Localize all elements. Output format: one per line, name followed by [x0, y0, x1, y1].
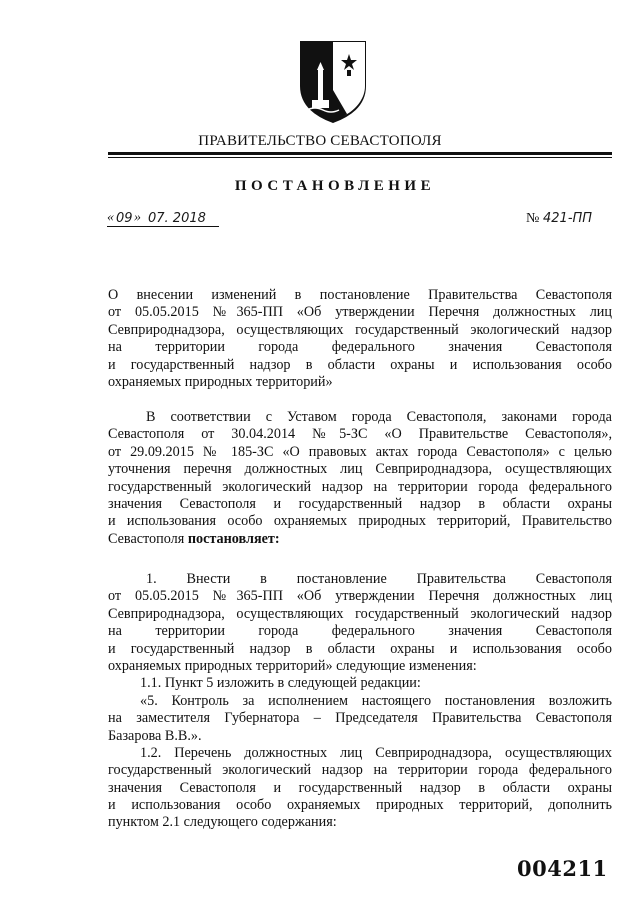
item-1-line: на территории города федерального значения Севастополя — [108, 623, 612, 640]
preamble-block — [108, 409, 612, 548]
item-1-line: от 05.05.2015 №365-ПП «Об утверждении Перечня должностных лиц — [108, 588, 612, 605]
item-1-2-line: государственный экологический надзор на территории города федерального — [108, 762, 612, 779]
subject-line: Севприроднадзора, осуществляющих государственный экологический надзор — [108, 321, 612, 338]
date-field — [107, 211, 219, 229]
item-1-2-line: пунктом 2.1 следующего содержания: — [108, 814, 337, 831]
preamble-line: уточнения перечня должностных лиц Севприроднадзора, осуществляющих — [108, 461, 612, 478]
subject-line: на территории города федерального значения Севастополя — [108, 339, 612, 356]
preamble-line — [108, 531, 612, 548]
subject-line: О внесении изменений в постановление Правительства Севастополя — [108, 287, 612, 303]
number-field — [526, 211, 614, 229]
preamble-line: государственный экологический надзор на территории города федерального — [108, 478, 612, 495]
item-1-line: 1. Внести в постановление Правительства Севастополя — [146, 571, 612, 587]
date-day: 09 — [116, 211, 133, 226]
item-1-line: Севприроднадзора, осуществляющих государственный экологический надзор — [108, 605, 612, 622]
document-type-heading: ПОСТАНОВЛЕНИЕ — [234, 178, 436, 194]
date-underline — [107, 226, 219, 227]
number-sign: № — [526, 211, 540, 226]
preamble-line: и использования особо охраняемых природных территорий, Правительство — [108, 513, 612, 530]
preamble-line: Севастополя от 30.04.2014 №5-ЗС «О Правительстве Севастополя», — [108, 426, 612, 443]
header-rule-thin — [108, 157, 612, 158]
document-number: 421-ПП — [543, 211, 593, 226]
preamble-line: В соответствии с Уставом города Севастополя, законами города — [146, 409, 612, 425]
item-1-1-line: на заместителя Губернатора – Председателя Правительства Севастополя — [108, 710, 612, 727]
government-title: ПРАВИТЕЛЬСТВО СЕВАСТОПОЛЯ — [198, 133, 442, 149]
item-1-line: охраняемых природных территорий» следующие изменения: — [108, 657, 477, 674]
serial-number-stamp: 004211 — [517, 856, 608, 881]
decree-word: постановляет: — [187, 530, 280, 547]
preamble-line: от 29.09.2015 № 185-ЗС «О правовых актах города Севастополя» с целью — [108, 443, 612, 460]
subject-block — [108, 287, 612, 391]
preamble-line: значения Севастополя и государственный надзор в области охраны — [108, 495, 612, 512]
open-quote: « — [107, 210, 114, 225]
item-1-1-heading: 1.1. Пункт 5 изложить в следующей редакции: — [140, 675, 421, 692]
subject-line: и государственный надзор в области охраны и использования особо — [108, 356, 612, 373]
item-1-2-line: значения Севастополя и государственный надзор в области охраны — [108, 779, 612, 796]
item-1-line: и государственный надзор в области охраны и использования особо — [108, 640, 612, 657]
subject-line: от 05.05.2015 №365-ПП «Об утверждении Перечня должностных лиц — [108, 304, 612, 321]
close-quote: » — [134, 210, 141, 225]
item-1-2-line: и использования особо охраняемых природных территорий, дополнить — [108, 797, 612, 814]
item-1-1-line: Базарова В.В.». — [108, 727, 202, 744]
date-month-year: 07. 2018 — [148, 211, 206, 226]
item-1-2-line: 1.2. Перечень должностных лиц Севприроднадзора, осуществляющих — [140, 744, 612, 761]
item-1-1-line: «5. Контроль за исполнением настоящего постановления возложить — [140, 692, 612, 709]
sevastopol-coat-of-arms-emblem — [297, 40, 369, 124]
item-1-block — [108, 571, 612, 832]
subject-line: охраняемых природных территорий» — [108, 373, 333, 390]
preamble-last: Севастополя — [108, 530, 185, 547]
header-rule-thick — [108, 152, 612, 155]
